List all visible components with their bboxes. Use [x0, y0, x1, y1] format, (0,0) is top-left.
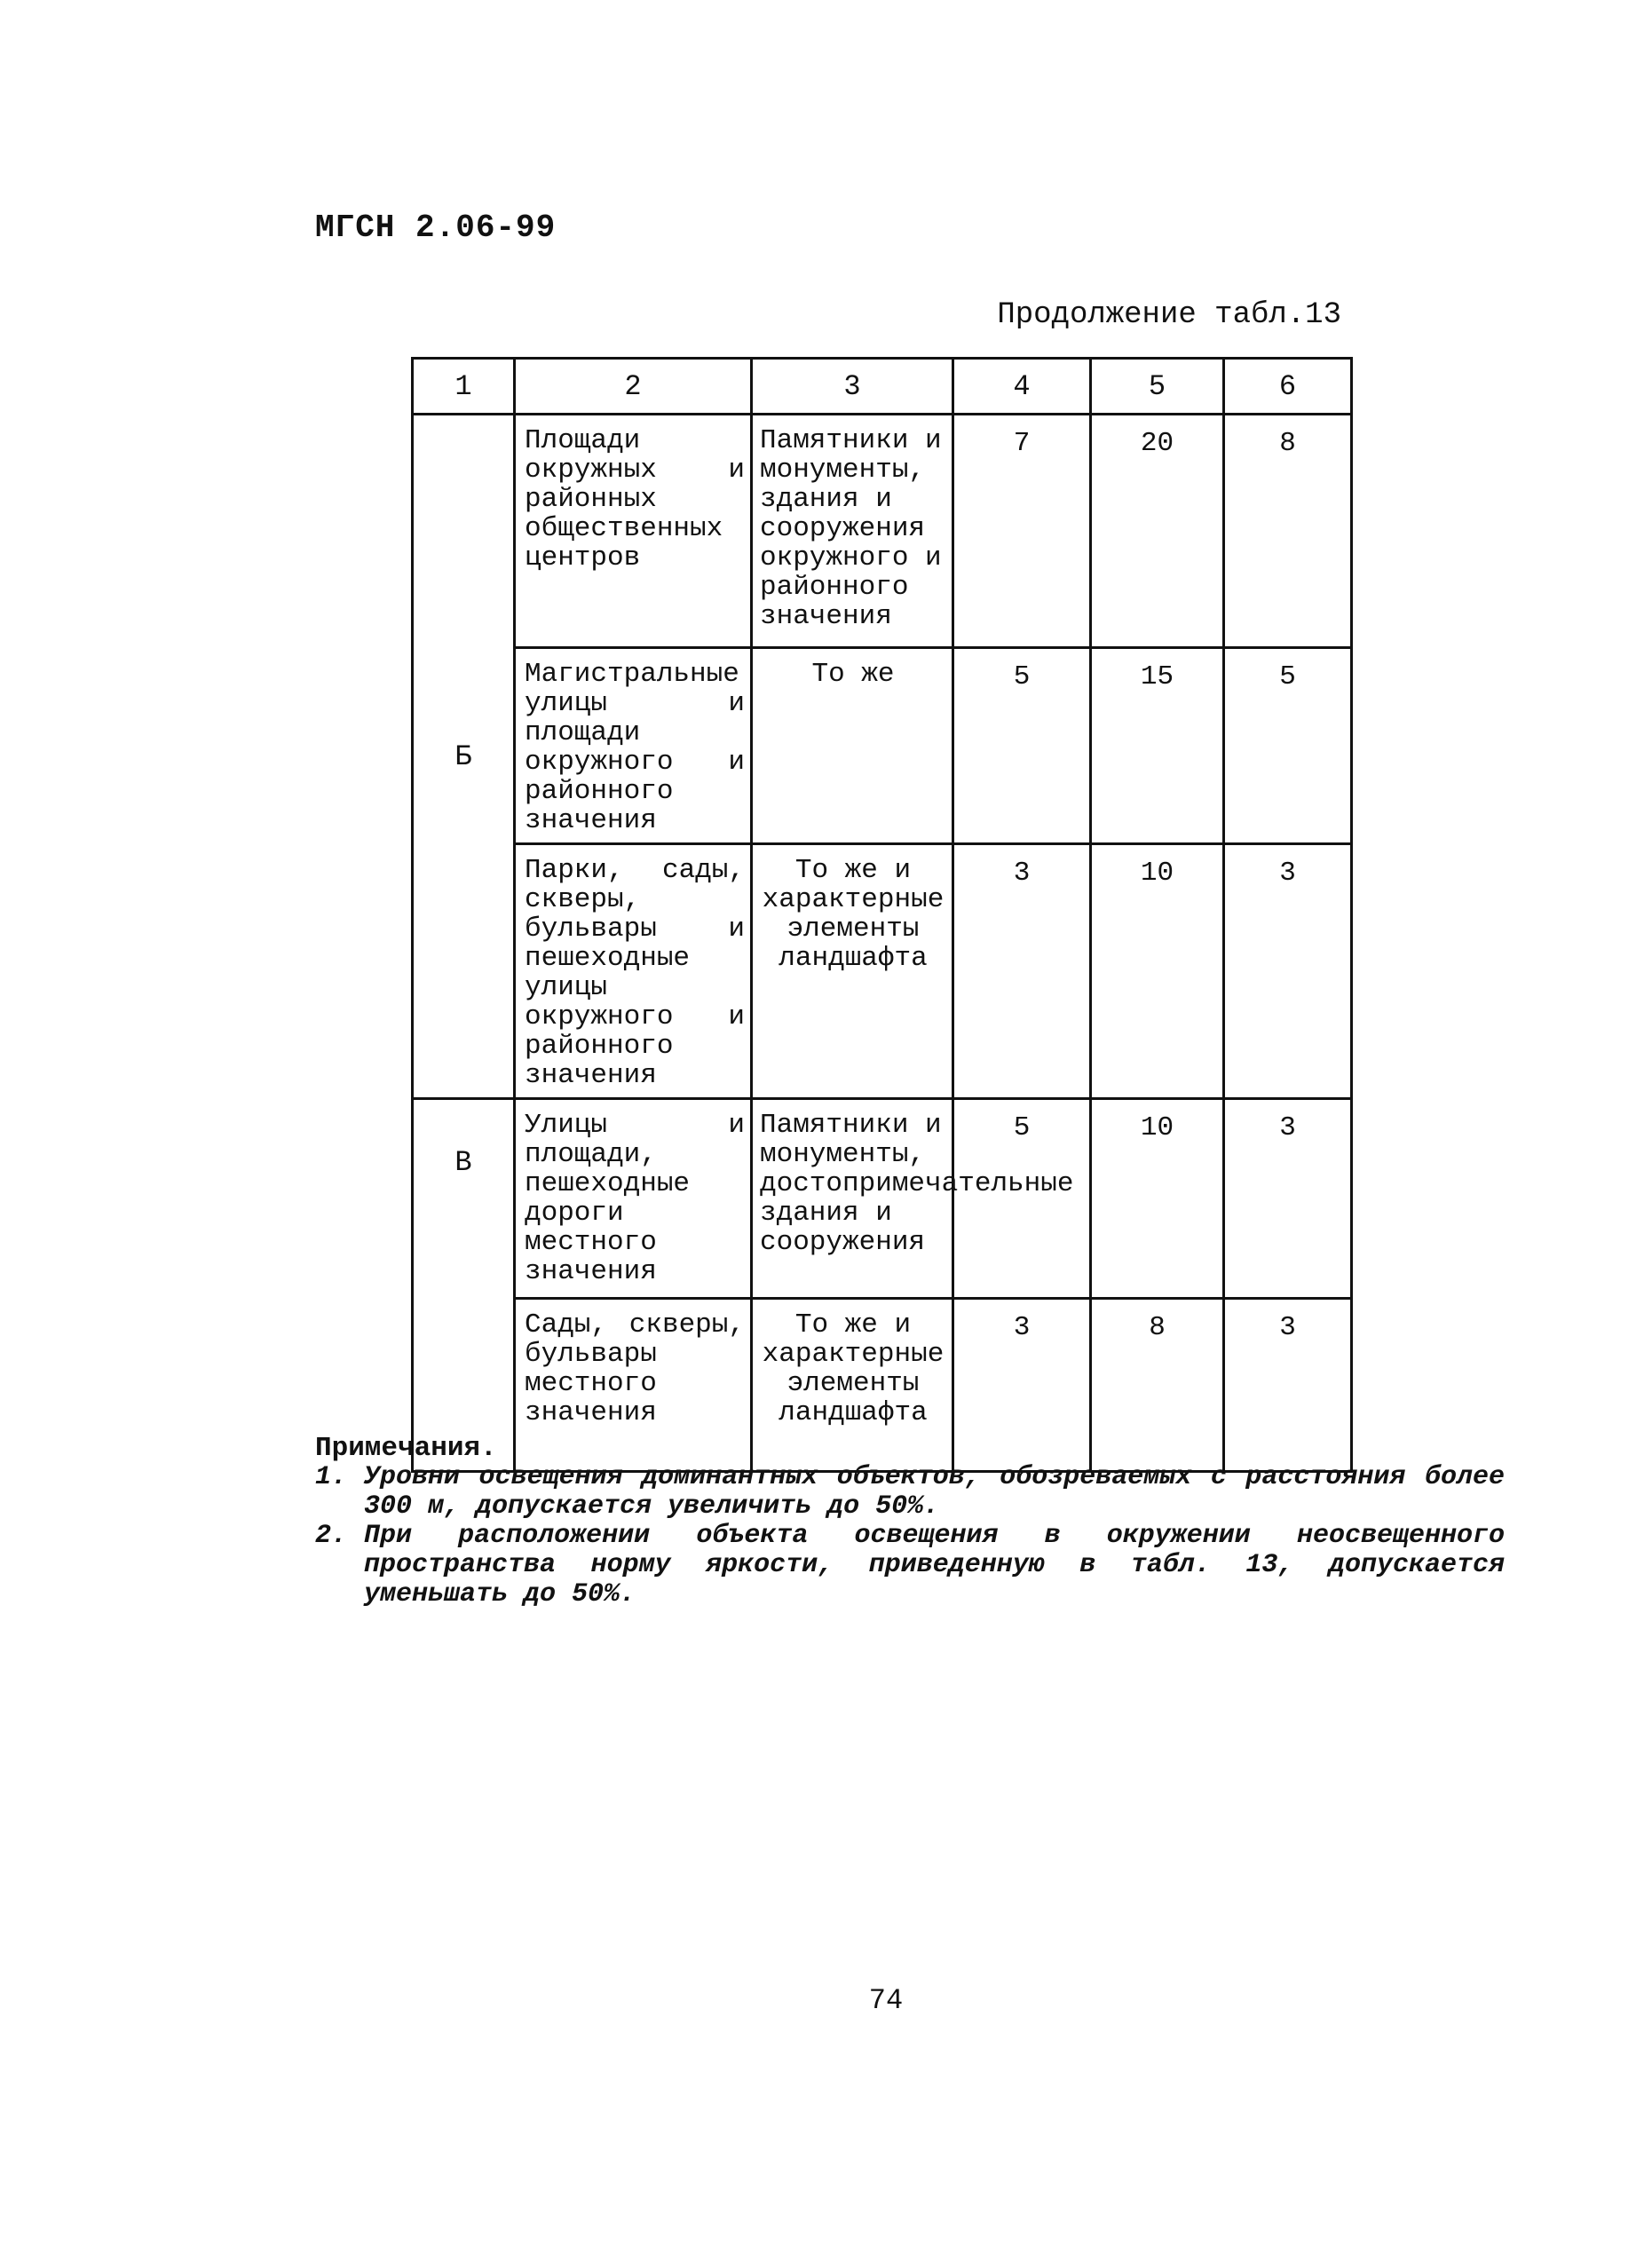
- table-row: [413, 1099, 1352, 1299]
- note-number: 2.: [315, 1521, 348, 1551]
- table-row: [413, 648, 1352, 844]
- document-code: МГСН 2.06-99: [315, 210, 557, 246]
- column-header: 4: [953, 359, 1091, 415]
- table-cell: 3: [1224, 844, 1352, 1099]
- table-cell: Памятники и монументы, достопримечательные здания и сооружения: [752, 1099, 953, 1299]
- table-cell: 3: [1224, 1099, 1352, 1299]
- table-cell: То же и характерные элементы ландшафта: [752, 1299, 953, 1472]
- group-label: Б: [413, 415, 515, 1099]
- column-header: 3: [752, 359, 953, 415]
- notes-title: Примечания.: [315, 1433, 497, 1464]
- note-item: [315, 1463, 1505, 1522]
- table-cell: 7: [953, 415, 1091, 648]
- table-cell: Сады, скверы, бульвары местного значения: [515, 1299, 752, 1472]
- table-cell: То же: [752, 648, 953, 844]
- table-cell: Памятники и монументы, здания и сооружения окружного и районного значения: [752, 415, 953, 648]
- table-cell: 5: [1224, 648, 1352, 844]
- group-label: В: [413, 1099, 515, 1472]
- table-cell: 3: [953, 844, 1091, 1099]
- table-cell: 3: [1224, 1299, 1352, 1472]
- table-cell: Парки, сады, скверы, бульвары и пешеходные улицы окружного и районного значения: [515, 844, 752, 1099]
- table-cell: 5: [953, 648, 1091, 844]
- column-header: 6: [1224, 359, 1352, 415]
- table-cell: 20: [1091, 415, 1224, 648]
- table-cell: Улицы и площади, пешеходные дороги местного значения: [515, 1099, 752, 1299]
- note-text: При расположении объекта освещения в окружении неосвещенного пространства норму яркости, приведенную в табл. 13, допускается уменьшать до 50%.: [364, 1521, 1505, 1609]
- notes-section: [315, 1434, 1505, 1609]
- note-text: Уровни освещения доминантных объектов, обозреваемых с расстояния более 300 м, допускается увеличить до 50%.: [364, 1462, 1505, 1522]
- table-cell: 10: [1091, 844, 1224, 1099]
- table-row: [413, 415, 1352, 648]
- table-cell: 5: [953, 1099, 1091, 1299]
- table-continuation-caption: Продолжение табл.13: [997, 298, 1341, 332]
- table-cell: 3: [953, 1299, 1091, 1472]
- page-number: 74: [868, 1984, 904, 2017]
- table-cell: 8: [1091, 1299, 1224, 1472]
- column-header: 5: [1091, 359, 1224, 415]
- table-cell: Магистральные улицы и площади окружного и районного значения: [515, 648, 752, 844]
- note-number: 1.: [315, 1462, 348, 1492]
- table-row: [413, 844, 1352, 1099]
- table-cell: 8: [1224, 415, 1352, 648]
- column-header: 2: [515, 359, 752, 415]
- table-header-row: [413, 359, 1352, 415]
- lighting-norms-table: [411, 357, 1353, 1473]
- table-cell: То же и характерные элементы ландшафта: [752, 844, 953, 1099]
- column-header: 1: [413, 359, 515, 415]
- table-cell: 15: [1091, 648, 1224, 844]
- table-cell: Площади окружных и районных общественных центров: [515, 415, 752, 648]
- note-item: [315, 1522, 1505, 1609]
- table-cell: 10: [1091, 1099, 1224, 1299]
